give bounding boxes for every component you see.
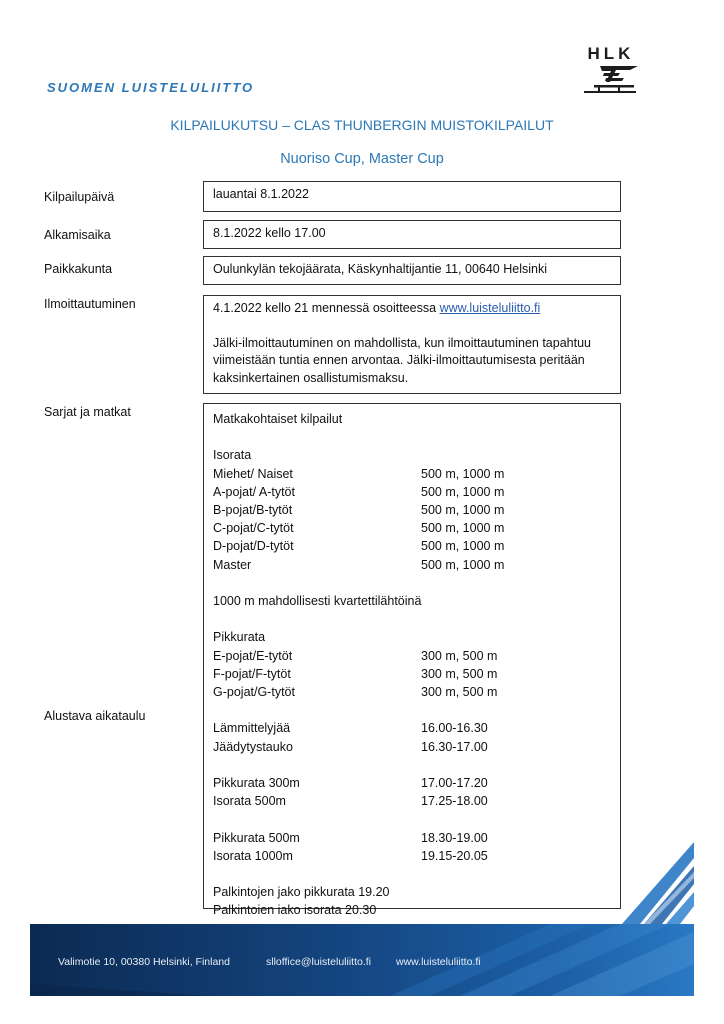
late-registration-text: Jälki-ilmoittautuminen on mahdollista, kun ilmoittautuminen tapahtuu viimeistään tuntia ennen arvontaa. Jälki-ilmoittautumisesta peritään kaksinkertainen osallistumismaksu. [213, 335, 591, 385]
registration-box [203, 295, 621, 394]
organization-name: SUOMEN LUISTELULIITTO [47, 80, 255, 95]
schedule-row: Isorata 1000m 19.15-20.05 [213, 848, 488, 863]
table-row: D-pojat/D-tytöt 500 m, 1000 m [213, 539, 505, 554]
quartet-note: 1000 m mahdollisesti kvartettilähtöinä [213, 594, 422, 608]
place-value: Oulunkylän tekojäärata, Käskynhaltijantie 11, 00640 Helsinki [213, 262, 547, 276]
place-box [203, 256, 621, 285]
hlk-logo [576, 44, 646, 98]
page-subtitle: Nuoriso Cup, Master Cup [280, 151, 444, 167]
table-row: F-pojat/F-tytöt 300 m, 500 m [213, 666, 498, 681]
date-box [203, 181, 621, 212]
table-row: Miehet/ Naiset 500 m, 1000 m [213, 466, 505, 481]
series-content [213, 410, 611, 920]
series-heading: Matkakohtaiset kilpailut [213, 412, 343, 426]
registration-line [213, 300, 611, 318]
place-label: Paikkakunta [44, 262, 113, 276]
date-value: lauantai 8.1.2022 [213, 187, 309, 201]
start-label: Alkamisaika [44, 228, 111, 242]
big-track-title: Isorata [213, 448, 252, 463]
date-label: Kilpailupäivä [44, 190, 115, 204]
schedule-row: Jäädytystauko 16.30-17.00 [213, 739, 488, 754]
table-row: B-pojat/B-tytöt 500 m, 1000 m [213, 503, 505, 517]
hlk-logo-text: HLK [587, 44, 635, 63]
awards-big-track: Palkintoien iako isorata 20.30 [213, 903, 377, 918]
series-label: Sarjat ja matkat [44, 405, 131, 419]
table-row: E-pojat/E-tytöt 300 m, 500 m [213, 648, 498, 663]
awards-small-track: Palkintojen jako pikkurata 19.20 [213, 885, 390, 900]
skater-logo-icon [580, 64, 642, 96]
footer [30, 924, 694, 996]
small-track-title: Pikkurata [213, 630, 266, 645]
footer-website[interactable]: www.luisteluliitto.fi [396, 956, 481, 968]
schedule-label: Alustava aikataulu [44, 709, 146, 723]
schedule-row: Pikkurata 500m 18.30-19.00 [213, 830, 488, 845]
registration-link[interactable]: www.luisteluliitto.fi [439, 301, 541, 315]
registration-label: Ilmoittautuminen [44, 297, 136, 311]
footer-address: Valimotie 10, 00380 Helsinki, Finland [58, 956, 230, 968]
registration-deadline: 4.1.2022 kello 21 mennessä osoitteessa [213, 301, 437, 315]
table-row: C-pojat/C-tytöt 500 m, 1000 m [213, 521, 505, 536]
table-row: A-pojat/ A-tytöt 500 m, 1000 m [213, 484, 505, 499]
table-row: Master 500 m, 1000 m [213, 557, 505, 572]
start-box [203, 220, 621, 249]
schedule-row: Isorata 500m 17.25-18.00 [213, 794, 488, 809]
schedule-row: Lämmittelyjää 16.00-16.30 [213, 721, 488, 736]
page-title: KILPAILUKUTSU – CLAS THUNBERGIN MUISTOKILPAILUT [170, 117, 554, 133]
footer-email[interactable]: slloffice@luisteluliitto.fi [266, 956, 372, 968]
start-value: 8.1.2022 kello 17.00 [213, 226, 326, 240]
table-row: G-pojat/G-tytöt 300 m, 500 m [213, 685, 498, 699]
schedule-row: Pikkurata 300m 17.00-17.20 [213, 775, 488, 790]
